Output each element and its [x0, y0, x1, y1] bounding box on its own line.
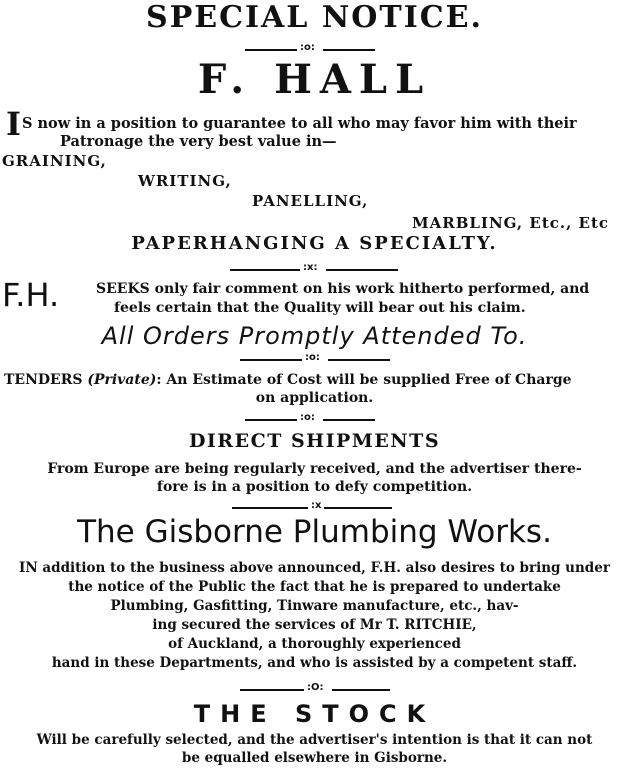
service-panelling: PANELLING, [252, 192, 369, 210]
plumbing-line-6: hand in these Departments, and who is assisted by a competent staff. [51, 655, 578, 671]
stock-heading: THE STOCK [193, 700, 436, 728]
plumbing-line-1: IN addition to the business above announced, F.H. also desires to bring under [19, 560, 610, 576]
service-marbling: MARBLING, Etc., Etc [412, 214, 610, 232]
plumbing-line-2: the notice of the Public the fact that he is prepared to undertake [68, 579, 561, 595]
fh-initials: F.H. [2, 276, 60, 314]
divider-4: :o: [245, 414, 375, 426]
stock-line-1: Will be carefully selected, and the advertiser's intention is that it can not [36, 732, 593, 748]
divider-5: :x [232, 502, 392, 514]
divider-1: :o: [245, 44, 375, 56]
divider-2: :x: [230, 264, 398, 276]
plumbing-line-4: ing secured the services of Mr T. RITCHIE, [152, 617, 477, 633]
tenders-private: (Private) [87, 372, 157, 388]
service-graining: GRAINING, [2, 152, 107, 170]
tenders-rest: : An Estimate of Cost will be supplied Free of Charge [156, 372, 572, 388]
notice-title: SPECIAL NOTICE. [146, 0, 483, 35]
plumbing-line-3: Plumbing, Gasfitting, Tinware manufacture, etc., hav- [110, 598, 519, 614]
shipments-heading: DIRECT SHIPMENTS [188, 430, 441, 452]
fh-line-2: feels certain that the Quality will bear out his claim. [114, 300, 526, 316]
orders-line: All Orders Promptly Attended To. [101, 322, 528, 350]
divider-6: :O: [240, 684, 390, 696]
intro-line-1: S now in a position to guarantee to all who may favor him with their [22, 115, 577, 132]
tenders-line-2: on application. [255, 390, 374, 406]
dropcap-letter: I [6, 105, 21, 143]
stock-line-2: be equalled elsewhere in Gisborne. [181, 750, 448, 766]
shipments-line-1: From Europe are being regularly received, and the advertiser there- [47, 461, 582, 477]
plumbing-line-5: of Auckland, a thoroughly experienced [168, 636, 461, 652]
divider-3: :o: [240, 354, 390, 366]
intro-line-2: Patronage the very best value in— [60, 133, 337, 150]
plumbing-heading: The Gisborne Plumbing Works. [77, 514, 552, 550]
tenders-line-1 [4, 372, 572, 388]
specialty-heading: PAPERHANGING A SPECIALTY. [131, 233, 498, 254]
shipments-line-2: fore is in a position to defy competition. [156, 479, 473, 495]
tenders-label: TENDERS [4, 372, 83, 388]
fh-line-1: SEEKS only fair comment on his work hitherto performed, and [96, 281, 590, 297]
merchant-name: F. HALL [197, 56, 432, 103]
service-writing: WRITING, [138, 172, 232, 190]
